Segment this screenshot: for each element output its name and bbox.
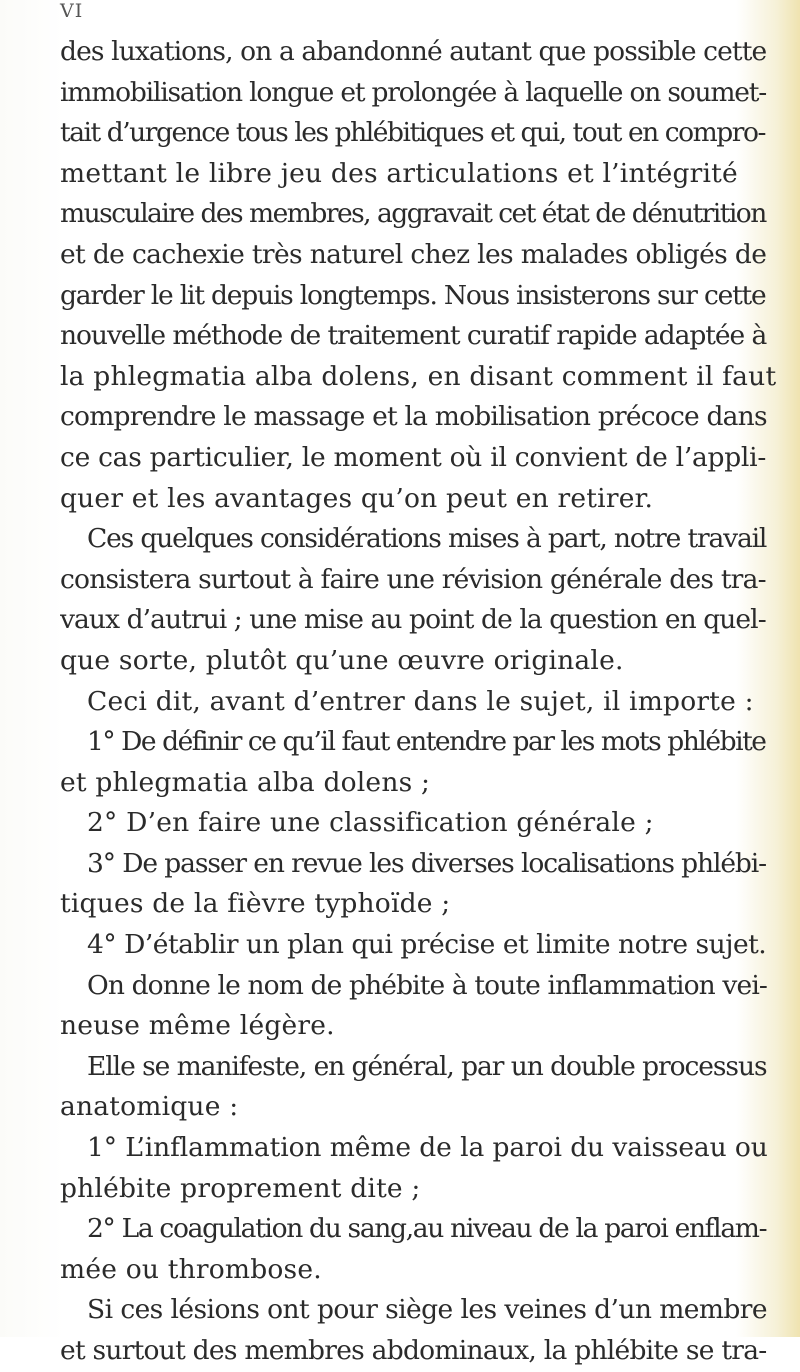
text-line: consistera surtout à faire une révision générale des tra- — [60, 563, 766, 595]
text-line: ce cas particulier, le moment où il convient de l’appli- — [60, 441, 766, 473]
text-line: 1° De définir ce qu’il faut entendre par les mots phlébite — [87, 726, 766, 758]
text-line: des luxations, on a abandonné autant que possible cette — [60, 36, 767, 67]
text-line: garder le lit depuis longtemps. Nous insisterons sur cette — [60, 279, 766, 311]
text-line: mettant le libre jeu des articulations et l’intégrité — [60, 157, 738, 189]
text-line: immobilisation longue et prolongée à laquelle on soumet- — [60, 76, 766, 108]
page-number: VI — [60, 0, 84, 22]
text-line: Si ces lésions ont pour siège les veines d’un membre — [87, 1294, 767, 1326]
text-line: et phlegmatia alba dolens ; — [60, 766, 431, 798]
text-line: comprendre le massage et la mobilisation précoce dans — [60, 401, 767, 433]
text-line: et surtout des membres abdominaux, la phlébite se tra- — [60, 1335, 767, 1366]
text-line: nouvelle méthode de traitement curatif rapide adaptée à — [60, 320, 767, 352]
text-line: phlébite proprement dite ; — [60, 1172, 421, 1204]
text-line: Ces quelques considérations mises à part, notre travail — [87, 523, 767, 555]
text-line: quer et les avantages qu’on peut en retirer. — [60, 482, 654, 514]
text-line: 4° D’établir un plan qui précise et limite notre sujet. — [87, 929, 767, 961]
text-line: mée ou thrombose. — [60, 1253, 322, 1285]
body-text — [60, 32, 780, 1372]
text-line: 2° D’en faire une classification générale ; — [87, 807, 654, 839]
text-line: Ceci dit, avant d’entrer dans le sujet, il importe : — [87, 685, 754, 717]
text-line: tait d’urgence tous les phlébitiques et qui, tout en compro- — [60, 117, 765, 149]
text-line: la phlegmatia alba dolens, en disant comment il faut — [60, 360, 777, 392]
text-line: tiques de la fièvre typhoïde ; — [60, 888, 451, 920]
text-line: 2° La coagulation du sang,au niveau de la paroi enflam- — [87, 1213, 767, 1245]
text-line: Elle se manifeste, en général, par un double processus — [87, 1050, 767, 1082]
text-line: que sorte, plutôt qu’une œuvre originale. — [60, 644, 624, 676]
text-line: musculaire des membres, aggravait cet état de dénutrition — [60, 198, 766, 230]
text-line: vaux d’autrui ; une mise au point de la question en quel- — [60, 604, 766, 636]
text-line: neuse même légère. — [60, 1010, 335, 1042]
text-line: anatomique : — [60, 1091, 239, 1123]
text-line: On donne le nom de phébite à toute inflammation vei- — [87, 969, 767, 1001]
text-line: 1° L’inflammation même de la paroi du vaisseau ou — [87, 1132, 768, 1164]
text-line: 3° De passer en revue les diverses localisations phlébi- — [87, 847, 767, 879]
text-line: et de cachexie très naturel chez les malades obligés de — [60, 238, 767, 270]
